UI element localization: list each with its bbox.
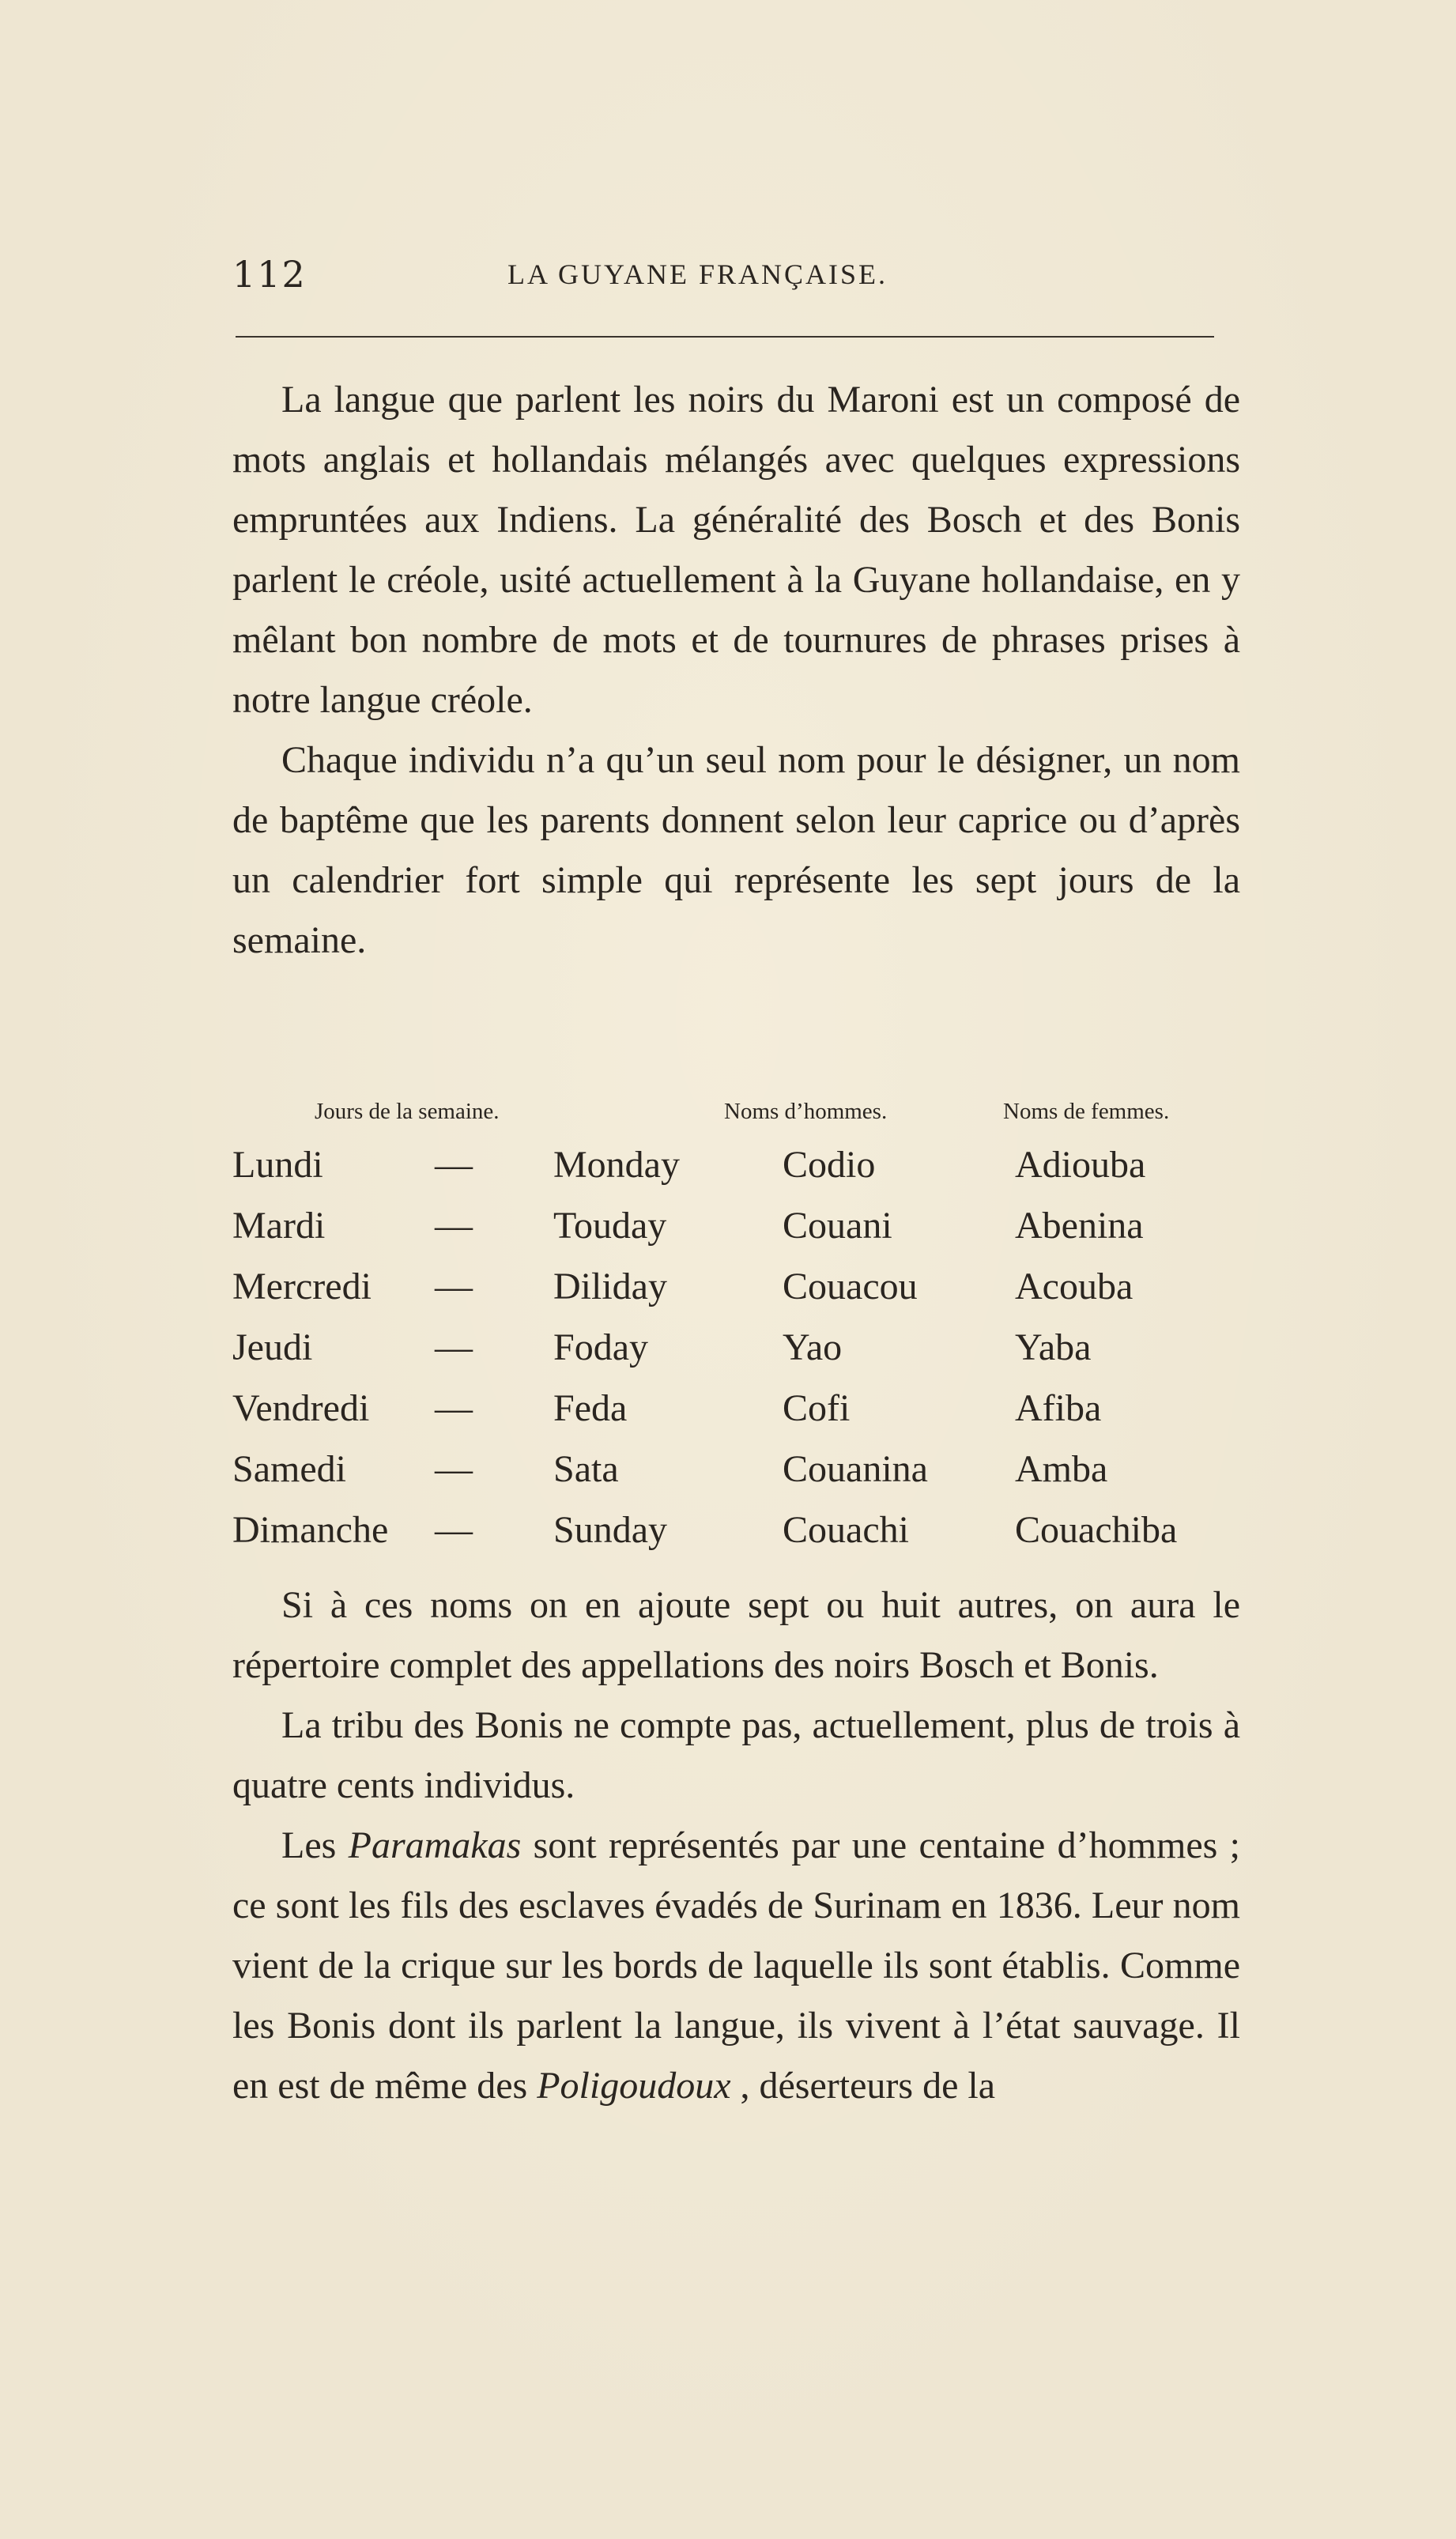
day-french: Mercredi <box>232 1266 372 1307</box>
paragraph-additional-names: Si à ces noms on en ajoute sept ou huit autres, on aura le répertoire complet des appellations des noirs Bosch et Bonis. <box>232 1584 1240 1686</box>
male-name: Codio <box>783 1144 876 1186</box>
table-row <box>232 1143 1260 1204</box>
female-name: Amba <box>1015 1448 1108 1490</box>
male-name: Yao <box>783 1326 843 1368</box>
p3-end: , déserteurs de la <box>730 2065 996 2107</box>
table-row <box>232 1265 1260 1326</box>
female-name: Acouba <box>1015 1266 1133 1307</box>
dash: — <box>435 1144 473 1186</box>
male-name: Couachi <box>783 1509 909 1551</box>
table-header <box>232 1092 1260 1143</box>
day-english: Feda <box>553 1387 628 1429</box>
page-header <box>232 253 1220 300</box>
paramakas-term: Paramakas <box>348 1824 522 1866</box>
header-rule <box>236 336 1214 338</box>
page-number: 112 <box>232 253 307 296</box>
dash: — <box>435 1205 473 1247</box>
header-days: Jours de la semaine. <box>315 1099 500 1124</box>
dash: — <box>435 1509 473 1551</box>
dash: — <box>435 1326 473 1368</box>
female-name: Couachiba <box>1015 1509 1178 1551</box>
poligoudoux-term: Poligoudoux <box>537 2065 731 2107</box>
day-english: Diliday <box>553 1266 667 1307</box>
dash: — <box>435 1448 473 1490</box>
text-block-top <box>232 370 1240 971</box>
male-name: Cofi <box>783 1387 851 1429</box>
paragraph-language: La langue que parlent les noirs du Maroni est un composé de mots anglais et hollandais mélangés avec quelques expressions empruntées aux Indiens. La généralité des Bosch et des Bonis parlent le créole, usité actuellement à la Guyane hollandaise, en y mêlant bon nombre de mots et de tournures de phrases prises à notre langue créole. <box>232 379 1240 721</box>
dash: — <box>435 1266 473 1307</box>
male-name: Couani <box>783 1205 892 1247</box>
table-row <box>232 1508 1260 1569</box>
table-row <box>232 1326 1260 1386</box>
paragraph-paramakas <box>232 1816 1240 2116</box>
day-french: Samedi <box>232 1448 346 1490</box>
header-men: Noms d’hommes. <box>724 1099 888 1124</box>
paragraph-names: Chaque individu n’a qu’un seul nom pour le désigner, un nom de baptême que les parents donnent selon leur caprice ou d’après un calendrier fort simple qui représente les sept jours de la semaine. <box>232 739 1240 961</box>
day-french: Vendredi <box>232 1387 370 1429</box>
header-women: Noms de femmes. <box>1003 1099 1170 1124</box>
paragraph-bonis-population: La tribu des Bonis ne compte pas, actuellement, plus de trois à quatre cents individus. <box>232 1704 1240 1806</box>
day-french: Mardi <box>232 1205 326 1247</box>
female-name: Yaba <box>1015 1326 1092 1368</box>
male-name: Couacou <box>783 1266 918 1307</box>
female-name: Abenina <box>1015 1205 1144 1247</box>
weekday-names-table <box>232 1092 1260 1569</box>
p3-middle: sont représentés par une centaine d’hommes ; ce sont les fils des esclaves évadés de Surinam en 1836. Leur nom vient de la crique sur les bords de laquelle ils sont établis. Comme les Bonis dont ils parlent la langue, ils vivent à l’état sauvage. Il en est de même des <box>232 1824 1240 2107</box>
day-french: Jeudi <box>232 1326 313 1368</box>
table-row <box>232 1386 1260 1447</box>
table-row <box>232 1447 1260 1508</box>
dash: — <box>435 1387 473 1429</box>
table-row <box>232 1204 1260 1265</box>
running-title: LA GUYANE FRANÇAISE. <box>507 258 888 290</box>
text-block-bottom <box>232 1575 1240 2116</box>
day-english: Monday <box>553 1144 680 1186</box>
p3-start: Les <box>281 1824 349 1866</box>
female-name: Adiouba <box>1015 1144 1146 1186</box>
day-english: Foday <box>553 1326 648 1368</box>
day-english: Touday <box>553 1205 667 1247</box>
day-french: Lundi <box>232 1144 323 1186</box>
male-name: Couanina <box>783 1448 928 1490</box>
day-english: Sunday <box>553 1509 667 1551</box>
female-name: Afiba <box>1015 1387 1102 1429</box>
day-english: Sata <box>553 1448 619 1490</box>
day-french: Dimanche <box>232 1509 389 1551</box>
